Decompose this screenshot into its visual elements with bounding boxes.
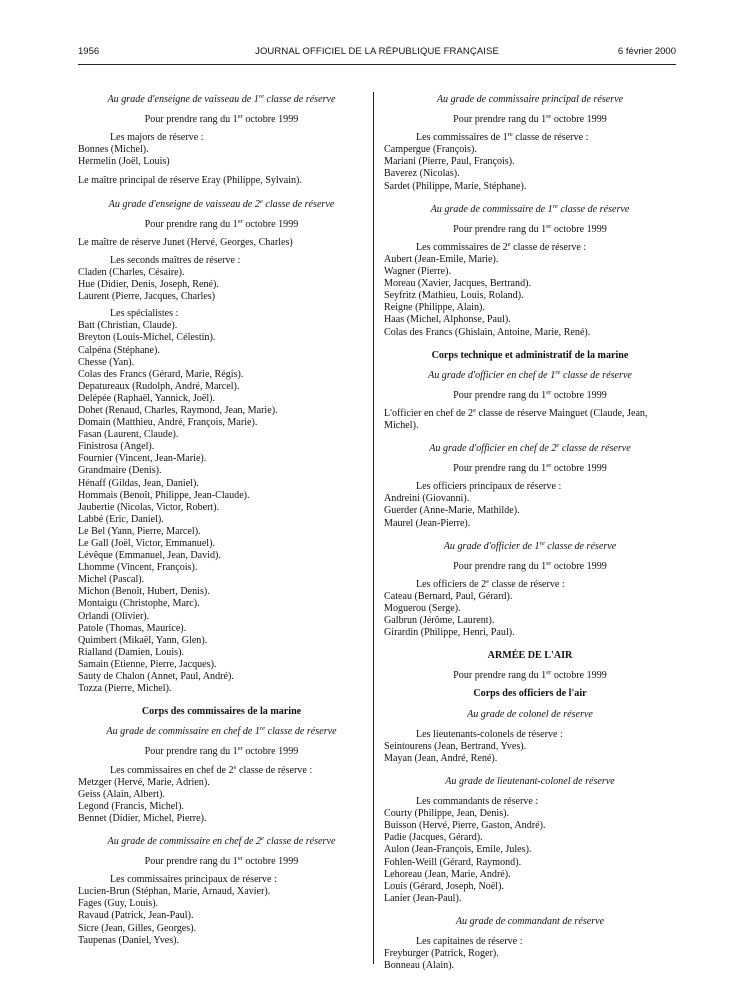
name-entry: Tozza (Pierre, Michel). <box>78 683 172 695</box>
name-entry: Lucien-Brun (Stéphan, Marie, Arnaud, Xavier). <box>78 886 271 898</box>
name-entry: Legond (Francis, Michel). <box>78 800 184 812</box>
name-entry: Haas (Michel, Alphonse, Paul). <box>384 314 511 326</box>
list-heading: Les commissaires de 2e classe de réserve : <box>416 240 587 253</box>
rank-date: Pour prendre rang du 1er octobre 1999 <box>453 559 607 572</box>
section-title: Au grade d'officier en chef de 1re classe de réserve <box>428 368 632 381</box>
issue-date: 6 février 2000 <box>617 46 676 57</box>
name-list <box>384 948 676 972</box>
name-entry: Padie (Jacques, Gérard). <box>384 832 483 844</box>
section-title: Au grade d'officier de 1re classe de réserve <box>443 539 617 552</box>
page-number: 1956 <box>78 46 100 57</box>
name-entry: Geiss (Alain, Albert). <box>78 788 165 800</box>
left-column <box>78 94 365 947</box>
name-entry: Galbrun (Jérôme, Laurent). <box>384 615 495 627</box>
section-title: Au grade d'officier en chef de 2e classe de réserve <box>429 442 631 455</box>
name-entry: Michon (Benoît, Hubert, Denis). <box>78 586 210 598</box>
name-list <box>78 777 365 825</box>
name-entry: Labbé (Eric, Daniel). <box>78 513 164 525</box>
name-list <box>384 254 676 339</box>
name-entry: Quimbert (Mikaël, Yann, Glen). <box>78 634 208 646</box>
list-heading: Les majors de réserve : <box>110 132 204 144</box>
name-entry: Lévêque (Emmanuel, Jean, David). <box>78 550 221 562</box>
section-title: Au grade d'enseigne de vaisseau de 2e classe de réserve <box>108 197 335 210</box>
name-entry: Cateau (Bernard, Paul, Gérard). <box>384 590 513 602</box>
name-entry: Rialland (Damien, Louis). <box>78 646 184 658</box>
name-entry: Chesse (Yan). <box>78 356 135 368</box>
name-entry: Fasan (Laurent, Claude). <box>78 429 179 441</box>
section-title: Au grade de lieutenant-colonel de réserve <box>445 775 615 787</box>
rank-date: Pour prendre rang du 1er octobre 1999 <box>453 388 607 401</box>
name-entry: Breyton (Louis-Michel, Célestin). <box>78 332 216 344</box>
name-entry: Seyfritz (Mathieu, Louis, Roland). <box>384 290 524 302</box>
header-rule <box>78 64 676 65</box>
name-entry: Michel (Pascal). <box>78 574 145 586</box>
name-entry: Baverez (Nicolas). <box>384 168 460 180</box>
name-entry: Guerder (Anne-Marie, Mathilde). <box>384 505 520 517</box>
name-entry: Ravaud (Patrick, Jean-Paul). <box>78 910 194 922</box>
name-entry: Taupenas (Daniel, Yves). <box>78 934 180 946</box>
rank-date: Pour prendre rang du 1er octobre 1999 <box>144 113 299 126</box>
right-column <box>384 94 676 972</box>
rank-date: Pour prendre rang du 1er octobre 1999 <box>453 669 607 682</box>
name-entry: Moguerou (Serge). <box>384 603 461 614</box>
name-entry: Bonnes (Michel). <box>78 144 149 156</box>
name-entry: Lehoreau (Jean, Marie, André). <box>384 868 511 880</box>
name-entry: Sardet (Philippe, Marie, Stéphane). <box>384 180 527 192</box>
name-entry: Seintourens (Jean, Bertrand, Yves). <box>384 740 527 752</box>
name-entry: Calpéna (Stéphane). <box>78 344 160 356</box>
name-entry: Domain (Matthieu, André, François, Marie). <box>78 417 258 429</box>
name-entry: Finistrosa (Angel). <box>78 441 155 453</box>
name-entry: Aulon (Jean-François, Emile, Jules). <box>384 844 532 856</box>
list-heading: Les seconds maîtres de réserve : <box>110 254 241 266</box>
name-entry: Wagner (Pierre). <box>384 266 452 278</box>
name-entry: Aubert (Jean-Emile, Marie). <box>384 253 499 265</box>
name-entry: Andreini (Giovanni). <box>384 493 470 505</box>
name-list <box>384 591 676 639</box>
name-entry: Hénaff (Gildas, Jean, Daniel). <box>78 477 199 489</box>
name-entry: Laurent (Pierre, Jacques, Charles) <box>78 291 216 303</box>
name-entry: Campergue (François). <box>384 144 477 156</box>
name-entry: Orlandi (Olivier). <box>78 610 150 622</box>
name-entry: Bonneau (Alain). <box>384 960 455 972</box>
rank-date: Pour prendre rang du 1er octobre 1999 <box>453 222 607 235</box>
name-entry: Patole (Thomas, Maurice). <box>78 622 187 634</box>
name-entry: Hommais (Benoît, Philippe, Jean-Claude). <box>78 489 250 501</box>
name-entry: Batt (Christian, Claude). <box>78 320 178 332</box>
name-entry: Bennet (Didier, Michel, Pierre). <box>78 812 207 824</box>
list-heading: Les lieutenants-colonels de réserve : <box>416 728 563 740</box>
name-list <box>78 144 365 168</box>
page-header <box>78 46 676 62</box>
name-entry: Mariani (Pierre, Paul, François). <box>384 156 515 168</box>
section-title: Au grade de colonel de réserve <box>467 708 593 720</box>
name-entry: Le Bel (Yann, Pierre, Marcel). <box>78 525 201 537</box>
name-entry: Grandmaire (Denis). <box>78 465 162 477</box>
name-list <box>384 144 676 192</box>
name-entry: Le Gall (Joël, Victor, Emmanuel). <box>78 538 215 549</box>
name-entry: Samain (Etienne, Pierre, Jacques). <box>78 658 217 670</box>
corps-heading: Corps des officiers de l'air <box>473 688 587 700</box>
paragraph: L'officier en chef de 2e classe de réserve Mainguet (Claude, Jean, Michel). <box>384 406 648 431</box>
name-list <box>78 886 365 946</box>
name-entry: Dohet (Renaud, Charles, Raymond, Jean, Marie). <box>78 404 278 416</box>
name-entry: Courty (Philippe, Jean, Denis). <box>384 808 510 820</box>
name-entry: Montaigu (Christophe, Marc). <box>78 598 200 610</box>
section-title: Au grade d'enseigne de vaisseau de 1re classe de réserve <box>107 93 336 105</box>
name-entry: Freyburger (Patrick, Roger). <box>384 948 499 960</box>
name-list <box>384 493 676 529</box>
list-heading: Les officiers de 2e classe de réserve : <box>416 577 565 590</box>
corps-heading: Corps des commissaires de la marine <box>141 706 302 718</box>
name-entry: Claden (Charles, Césaire). <box>78 266 185 278</box>
list-heading: Les commissaires en chef de 2e classe de réserve : <box>110 763 313 776</box>
name-entry: Lhomme (Vincent, François). <box>78 562 198 574</box>
name-entry: Colas des Francs (Gérard, Marie, Régis). <box>78 368 244 380</box>
name-entry: Fohlen-Weill (Gérard, Raymond). <box>384 856 522 868</box>
name-entry: Delépée (Raphaël, Yannick, Joël). <box>78 392 216 404</box>
name-list <box>78 267 365 303</box>
journal-title: JOURNAL OFFICIEL DE LA RÉPUBLIQUE FRANÇAISE <box>255 46 499 57</box>
name-entry: Mayan (Jean, André, René). <box>384 752 498 764</box>
rank-date: Pour prendre rang du 1er octobre 1999 <box>144 745 299 758</box>
name-entry: Metzger (Hervé, Marie, Adrien). <box>78 776 210 788</box>
list-heading: Les commandants de réserve : <box>416 796 539 808</box>
name-list <box>384 808 676 905</box>
list-heading: Les commissaires principaux de réserve : <box>110 874 277 886</box>
name-entry: Maurel (Jean-Pierre). <box>384 517 471 529</box>
section-title: Au grade de commandant de réserve <box>455 915 605 927</box>
section-title: Au grade de commissaire en chef de 1re classe de réserve <box>106 725 337 738</box>
name-list <box>78 320 365 695</box>
paragraph: Le maître de réserve Junet (Hervé, Georges, Charles) <box>78 236 293 248</box>
name-entry: Hue (Didier, Denis, Joseph, René). <box>78 279 219 291</box>
paragraph: Le maître principal de réserve Eray (Philippe, Sylvain). <box>78 175 302 187</box>
list-heading: Les spécialistes : <box>110 308 179 320</box>
list-heading: Les commissaires de 1re classe de réserve : <box>416 131 589 144</box>
name-entry: Sauty de Chalon (Annet, Paul, André). <box>78 671 234 683</box>
name-entry: Hermelin (Joël, Louis) <box>78 156 170 168</box>
section-title: Au grade de commissaire principal de réserve <box>436 94 624 105</box>
list-heading: Les capitaines de réserve : <box>416 935 523 947</box>
name-entry: Lanier (Jean-Paul). <box>384 892 462 904</box>
name-list <box>384 741 676 765</box>
name-entry: Louis (Gérard, Joseph, Noël). <box>384 880 504 892</box>
armee-heading: ARMÉE DE L'AIR <box>487 650 573 662</box>
name-entry: Buisson (Hervé, Pierre, Gaston, André). <box>384 820 546 832</box>
name-entry: Girardin (Philippe, Henri, Paul). <box>384 627 515 639</box>
name-entry: Fournier (Vincent, Jean-Marie). <box>78 453 207 465</box>
name-entry: Reigne (Philippe, Alain). <box>384 302 485 314</box>
rank-date: Pour prendre rang du 1er octobre 1999 <box>453 113 607 126</box>
name-entry: Jaubertie (Nicolas, Victor, Robert). <box>78 501 220 513</box>
rank-date: Pour prendre rang du 1er octobre 1999 <box>144 855 299 868</box>
section-title: Au grade de commissaire en chef de 2e classe de réserve <box>107 834 336 847</box>
name-entry: Colas des Francs (Ghislain, Antoine, Marie, René). <box>384 326 591 338</box>
section-title: Au grade de commissaire de 1re classe de réserve <box>430 202 630 215</box>
name-entry: Sicre (Jean, Gilles, Georges). <box>78 922 197 934</box>
rank-date: Pour prendre rang du 1er octobre 1999 <box>144 217 299 230</box>
list-heading: Les officiers principaux de réserve : <box>416 481 562 493</box>
corps-heading: Corps technique et administratif de la marine <box>431 349 629 361</box>
rank-date: Pour prendre rang du 1er octobre 1999 <box>453 462 607 475</box>
name-entry: Moreau (Xavier, Jacques, Bertrand). <box>384 278 532 290</box>
name-entry: Depatureaux (Rudolph, André, Marcel). <box>78 380 240 392</box>
name-entry: Fages (Guy, Louis). <box>78 898 159 910</box>
column-divider <box>373 92 374 964</box>
